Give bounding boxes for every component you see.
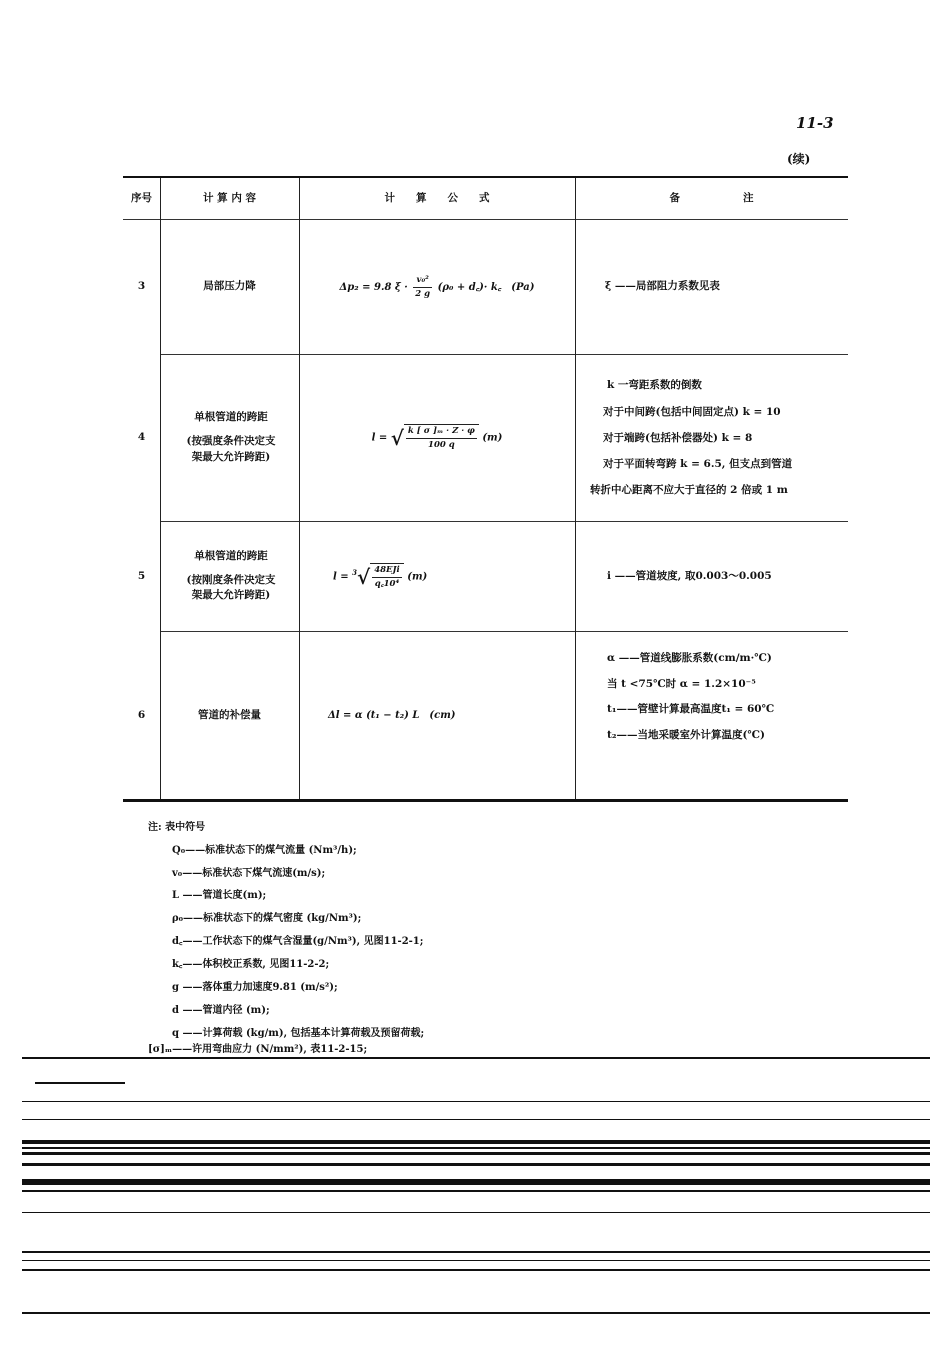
scan-rule: [22, 1179, 930, 1185]
table-row-formula: l = $^3$√ $\frac{\text{48EJi}}{\text{q꜀10⁴}}$ (m): [333, 564, 428, 589]
scan-rule: [22, 1119, 930, 1120]
scan-rule: [22, 1269, 930, 1271]
table-row-content: 管道的补偿量: [198, 708, 261, 721]
scan-rule: [22, 1152, 930, 1155]
table-row-remarks: k 一弯距系数的倒数 对于中间跨(包括中间固定点) k = 10 对于端跨(包括补偿器处) k = 8 对于平面转弯跨 k = 6.5, 但支点到管道 转折中心距离不应大于直径的 2 倍或 1 m: [590, 379, 793, 497]
table-row-no: 3: [137, 280, 146, 293]
scan-rule: [22, 1140, 930, 1144]
note-line: L ——管道长度(m);: [172, 890, 267, 901]
scan-rule: [35, 1082, 125, 1084]
scan-rule: [22, 1147, 930, 1149]
table-row-formula: Δp₂ = 9.8 ξ · $\frac{\text{v₀²}}{2 g}$ (ρ₀ + d꜀)· k꜀ (Pa): [339, 274, 535, 299]
table-row-no: 5: [137, 569, 146, 582]
table-row-content: 单根管道的跨距 (按刚度条件决定支 架最大允许跨距): [186, 549, 276, 602]
table-row-no: 6: [137, 708, 146, 721]
table-row-remarks: ξ ——局部阻力系数见表: [605, 280, 720, 293]
table-row-formula: l = √ $\frac{\text{k [ σ ]ₘ · Z · φ}}{100 q}$ (m): [371, 426, 503, 450]
note-line: k꜀——体积校正系数, 见图11-2-2;: [172, 959, 330, 970]
header-remarks: 备 注: [669, 191, 754, 204]
note-line: g ——落体重力加速度9.81 (m/s²);: [172, 982, 338, 993]
note-line: d꜀——工作状态下的煤气含湿量(g/Nm³), 见图11-2-1;: [172, 936, 424, 947]
table-row-no: 4: [137, 431, 146, 444]
note-line: ρ₀——标准状态下的煤气密度 (kg/Nm³);: [172, 913, 362, 924]
table-row-formula: Δl = α (t₁ − t₂) L (cm): [328, 710, 456, 721]
scan-rule: [22, 1251, 930, 1253]
calculation-table: [123, 176, 848, 801]
note-line: q ——计算荷载 (kg/m), 包括基本计算荷载及预留荷载;: [172, 1028, 425, 1039]
table-row-content: 局部压力降: [203, 280, 256, 293]
scan-rule: [22, 1260, 930, 1261]
note-line: Q₀——标准状态下的煤气流量 (Nm³/h);: [172, 845, 357, 856]
notes-title: 注: 表中符号: [148, 822, 206, 833]
header-no: 序号: [131, 191, 152, 204]
note-line: v₀——标准状态下煤气流速(m/s);: [172, 868, 326, 879]
table-bottom-rule: [123, 799, 848, 802]
table-row-remarks: i ——管道坡度, 取0.003～0.005: [607, 569, 772, 582]
scan-rule: [22, 1190, 930, 1192]
continued-label: (续): [787, 152, 811, 166]
header-formula: 计 算 公 式: [384, 191, 490, 204]
note-line-cut: [σ]ₘ——许用弯曲应力 (N/mm²), 表11-2-15;: [148, 1044, 368, 1055]
scan-rule: [22, 1212, 930, 1213]
scan-rule: [22, 1163, 930, 1166]
table-row-remarks: α ——管道线膨胀系数(cm/m·℃) 当 t <75℃时 α = 1.2×10⁻⁵ t₁——管壁计算最高温度t₁ = 60℃ t₂——当地采暖室外计算温度(℃): [607, 652, 775, 742]
note-line: d ——管道内径 (m);: [172, 1005, 270, 1016]
scan-rule: [22, 1312, 930, 1314]
scan-rule: [22, 1101, 930, 1102]
column-separator: [575, 178, 576, 799]
page-number: 11-3: [796, 114, 834, 132]
scan-rule: [22, 1057, 930, 1059]
header-content: 计 算 内 容: [203, 191, 256, 204]
table-row-content: 单根管道的跨距 (按强度条件决定支 架最大允许跨距): [186, 411, 276, 463]
